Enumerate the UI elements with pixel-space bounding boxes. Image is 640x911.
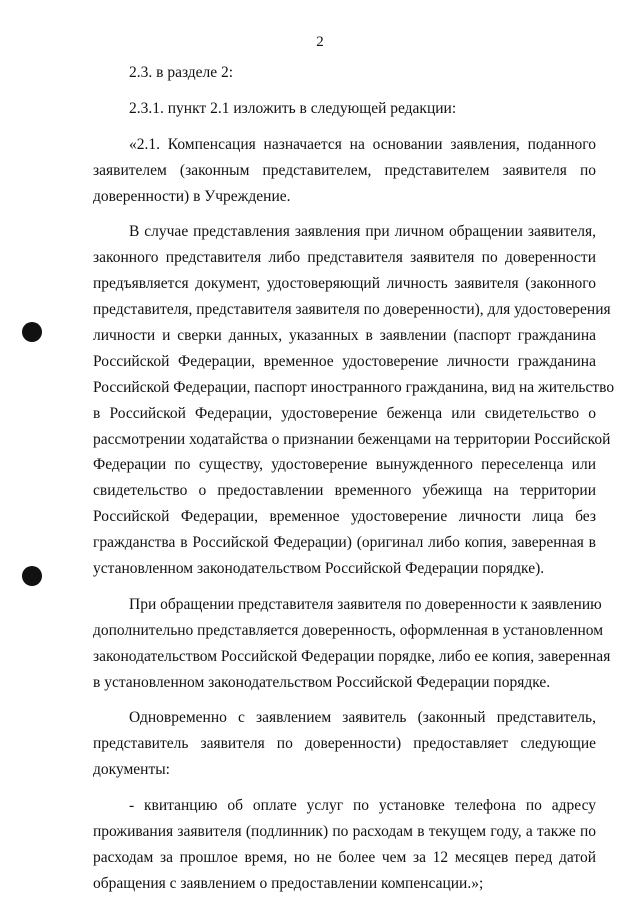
text-line: в установленном законодательством Российской Федерации порядке. bbox=[93, 673, 551, 691]
text-line: доверенности) в Учреждение. bbox=[93, 187, 291, 205]
text-line: рассмотрении ходатайства о признании беженцами на территории Российской bbox=[93, 430, 611, 448]
text-line: заявителем (законным представителем, представителем заявителя по bbox=[93, 161, 596, 179]
text-line: В случае представления заявления при личном обращении заявителя, bbox=[129, 223, 596, 241]
text-line: Федерации по существу, удостоверение вынужденного переселенца или bbox=[93, 456, 596, 474]
text-line: личности и сверки данных, указанных в заявлении (паспорт гражданина bbox=[93, 327, 596, 345]
text-line: При обращении представителя заявителя по доверенности к заявлению bbox=[129, 595, 602, 613]
text-line: дополнительно представляется доверенность, оформленная в установленном bbox=[93, 621, 604, 639]
text-line: 2.3. в разделе 2: bbox=[129, 64, 234, 81]
punch-hole-mark bbox=[22, 566, 42, 586]
page-number: 2 bbox=[316, 34, 324, 50]
text-line: Российской Федерации, временное удостоверение личности лица без bbox=[93, 508, 596, 526]
text-line: свидетельство о предоставлении временного убежища на территории bbox=[93, 482, 596, 500]
text-line: в Российской Федерации, удостоверение беженца или свидетельство о bbox=[93, 404, 596, 422]
text-line: представителя, представителя заявителя по доверенности), для удостоверения bbox=[93, 301, 611, 319]
text-line: Одновременно с заявлением заявитель (законный представитель, bbox=[129, 709, 596, 727]
text-line: предъявляется документ, удостоверяющий личность заявителя (законного bbox=[93, 275, 596, 293]
text-line: гражданства в Российской Федерации) (оригинал либо копия, заверенная в bbox=[93, 534, 596, 552]
text-line: расходам за прошлое время, но не более чем за 12 месяцев перед датой bbox=[93, 848, 596, 866]
text-line: установленном законодательством Российской Федерации порядке). bbox=[93, 560, 545, 578]
punch-hole-mark bbox=[22, 322, 42, 342]
text-line: законного представителя либо представителя заявителя по доверенности bbox=[93, 249, 596, 267]
text-line: Российской Федерации, паспорт иностранного гражданина, вид на жительство bbox=[93, 378, 615, 396]
text-line: «2.1. Компенсация назначается на основании заявления, поданного bbox=[129, 135, 596, 153]
text-line: обращения с заявлением о предоставлении компенсации.»; bbox=[93, 874, 484, 892]
text-line: Российской Федерации, временное удостоверение личности гражданина bbox=[93, 352, 596, 370]
text-line: документы: bbox=[93, 761, 170, 779]
text-line: - квитанцию об оплате услуг по установке телефона по адресу bbox=[129, 797, 596, 815]
text-line: проживания заявителя (подлинник) по расходам в текущем году, а также по bbox=[93, 823, 596, 841]
text-line: законодательством Российской Федерации порядке, либо ее копия, заверенная bbox=[93, 647, 611, 665]
text-line: 2.3.1. пункт 2.1 изложить в следующей редакции: bbox=[129, 99, 457, 117]
text-line: представитель заявителя по доверенности) предоставляет следующие bbox=[93, 735, 596, 753]
document-body bbox=[93, 60, 615, 897]
